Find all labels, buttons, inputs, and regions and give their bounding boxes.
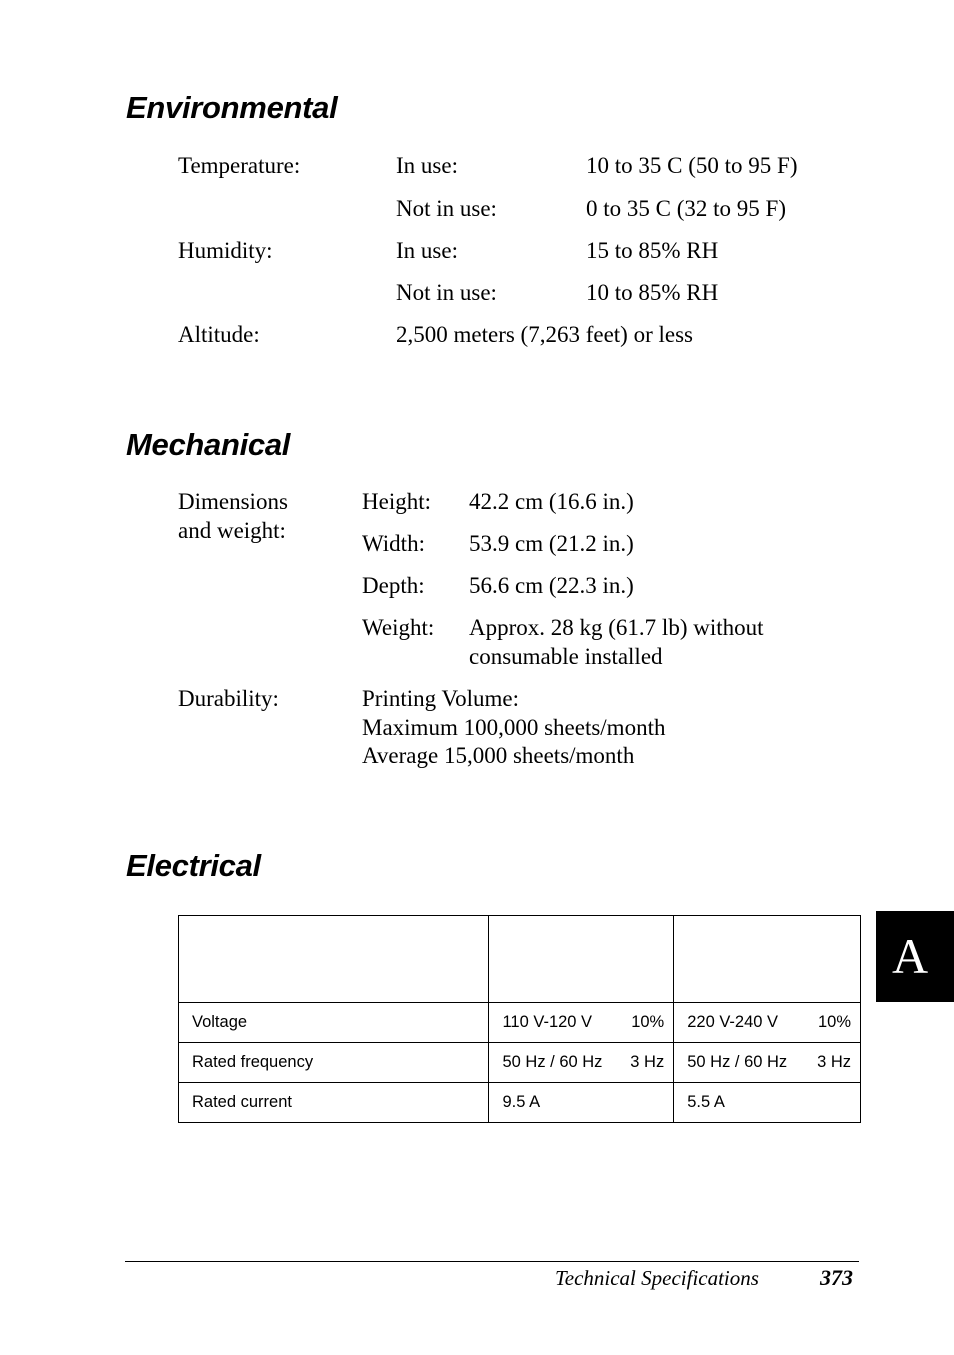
electrical-heading: Electrical xyxy=(126,848,261,883)
row-label: Rated current xyxy=(179,1083,489,1123)
hum-in-use-value: 15 to 85% RH xyxy=(586,238,719,263)
mechanical-heading: Mechanical xyxy=(126,427,291,462)
table-cell xyxy=(674,1003,861,1043)
cell-value: 9.5 A xyxy=(502,1093,541,1111)
altitude-value: 2,500 meters (7,263 feet) or less xyxy=(396,322,694,347)
depth-label: Depth: xyxy=(362,573,425,598)
height-value: 42.2 cm (16.6 in.) xyxy=(469,489,634,514)
cell-value: 50 Hz / 60 Hz xyxy=(687,1053,788,1071)
dimensions-label-line1: Dimensions xyxy=(178,489,288,514)
footer-title: Technical Specifications xyxy=(555,1266,759,1290)
table-row xyxy=(179,1003,861,1043)
weight-value-line2: consumable installed xyxy=(469,644,663,669)
hum-not-in-use-value: 10 to 85% RH xyxy=(586,280,719,305)
page-number: 373 xyxy=(820,1265,853,1290)
row-label: Rated frequency xyxy=(179,1043,489,1083)
dimensions-label-line2: and weight: xyxy=(178,518,286,543)
durability-line1: Printing Volume: xyxy=(362,686,519,711)
width-label: Width: xyxy=(362,531,425,556)
hum-in-use-label: In use: xyxy=(396,238,458,263)
durability-label: Durability: xyxy=(178,686,279,711)
table-header-cell xyxy=(674,916,861,1003)
durability-line2: Maximum 100,000 sheets/month xyxy=(362,715,666,740)
appendix-tab xyxy=(876,911,954,1002)
electrical-table xyxy=(178,915,861,1123)
footer-rule xyxy=(125,1261,859,1262)
cell-tolerance: 3 Hz xyxy=(817,1053,851,1071)
cell-value: 5.5 A xyxy=(687,1093,725,1111)
table-header-row xyxy=(179,916,861,1003)
temp-not-in-use-value: 0 to 35 C (32 to 95 F) xyxy=(586,196,786,221)
cell-tolerance: 10% xyxy=(817,1013,851,1031)
temperature-label: Temperature: xyxy=(178,153,301,178)
table-row xyxy=(179,1083,861,1123)
cell-value: 50 Hz / 60 Hz xyxy=(502,1053,603,1071)
cell-value: 220 V-240 V xyxy=(687,1013,779,1031)
row-label: Voltage xyxy=(179,1003,489,1043)
table-header-cell xyxy=(179,916,489,1003)
height-label: Height: xyxy=(362,489,431,514)
temp-not-in-use-label: Not in use: xyxy=(396,196,497,221)
temp-in-use-label: In use: xyxy=(396,153,458,178)
depth-value: 56.6 cm (22.3 in.) xyxy=(469,573,634,598)
appendix-tab-letter: A xyxy=(891,928,929,984)
altitude-label: Altitude: xyxy=(178,322,260,347)
environmental-heading: Environmental xyxy=(126,90,338,125)
table-cell xyxy=(489,1083,674,1123)
weight-value-line1: Approx. 28 kg (61.7 lb) without xyxy=(469,615,764,640)
durability-line3: Average 15,000 sheets/month xyxy=(362,743,635,768)
cell-tolerance: 3 Hz xyxy=(630,1053,665,1071)
humidity-label: Humidity: xyxy=(178,238,273,263)
hum-not-in-use-label: Not in use: xyxy=(396,280,497,305)
table-cell xyxy=(489,1003,674,1043)
cell-value: 110 V-120 V xyxy=(502,1013,593,1031)
table-cell xyxy=(489,1043,674,1083)
temp-in-use-value: 10 to 35 C (50 to 95 F) xyxy=(586,153,798,178)
table-cell xyxy=(674,1083,861,1123)
weight-label: Weight: xyxy=(362,615,435,640)
cell-tolerance: 10% xyxy=(631,1013,665,1031)
table-row xyxy=(179,1043,861,1083)
width-value: 53.9 cm (21.2 in.) xyxy=(469,531,634,556)
table-cell xyxy=(674,1043,861,1083)
table-header-cell xyxy=(489,916,674,1003)
